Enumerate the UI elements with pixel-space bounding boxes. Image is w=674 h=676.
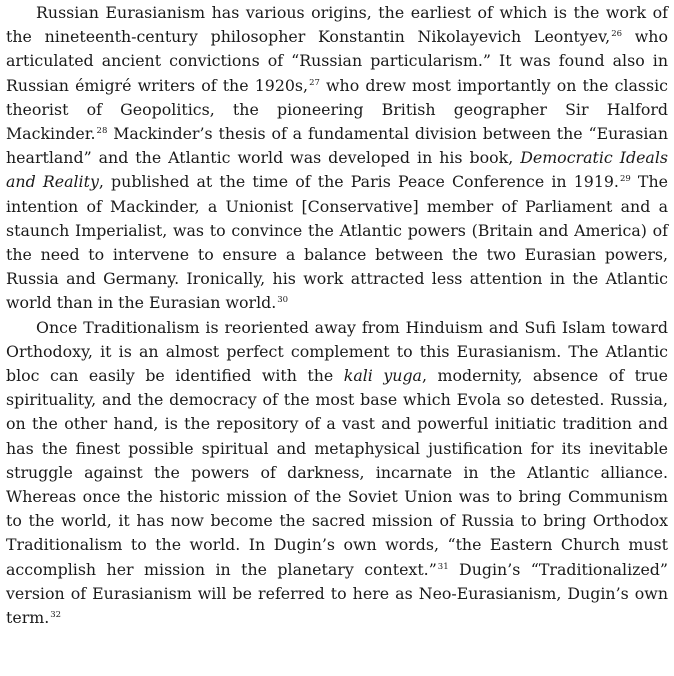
- text-run: who articulated ancient convictions of “Russian particularism.” It was found also in Russian émigré writers of the 1920s,: [6, 27, 668, 95]
- footnote-ref[interactable]: 29: [619, 174, 631, 185]
- footnote-ref[interactable]: 27: [309, 77, 320, 88]
- text-run: who drew most importantly on the classic theorist of Geopolitics, the pioneering British geographer Sir Halford Mackinder.: [6, 75, 668, 144]
- footnote-ref[interactable]: 26: [611, 29, 623, 40]
- footnote-ref[interactable]: 28: [96, 126, 108, 137]
- text-run: Once Traditionalism is reoriented away from Hinduism and Sufi Islam toward Orthodoxy, it is an almost perfect complement to this Eurasianism. The Atlantic bloc can easily be identified with the: [6, 317, 668, 386]
- book-title: Democratic Ideals and Reality: [6, 148, 668, 192]
- text-run: The intention of Mackinder, a Unionist [Conservative] member of Parliament and a staunch Imperialist, was to convince the Atlantic powers (Britain and America) of the need to intervene to ensure a balance between the two Eurasian powers, Russia and Germany. Ironically, his work attracted less attention in the Atlantic world than in the Eurasian world.: [6, 172, 668, 313]
- document-page: [6, 1, 668, 630]
- text-run: , published at the time of the Paris Peace Conference in 1919.: [98, 172, 619, 192]
- footnote-ref[interactable]: 32: [50, 610, 62, 621]
- text-run: , modernity, absence of true spirituality, and the democracy of the most base which Evola so detested. Russia, on the other hand, is the repository of a vast and powerful initiatic tradition and has the finest possible spiritual and metaphysical justification for its inevitable struggle against the powers of darkness, incarnate in the Atlantic alliance. Whereas once the historic mission of the Soviet Union was to bring Communism to the world, it has now become the sacred mission of Russia to bring Orthodox Traditionalism to the world. In Dugin’s own words, “the Eastern Church must accomplish her mission in the planetary context.”: [6, 366, 668, 579]
- text-run: Mackinder’s thesis of a fundamental division between the “Eurasian heartland” and the Atlantic world was developed in his book,: [6, 124, 668, 168]
- footnote-ref[interactable]: 30: [277, 295, 289, 306]
- paragraph: [6, 316, 668, 631]
- italic-term: kali yuga: [343, 366, 422, 386]
- paragraph: [6, 1, 668, 316]
- footnote-ref[interactable]: 31: [437, 561, 449, 572]
- text-run: Dugin’s “Traditionalized” version of Eurasianism will be referred to here as Neo-Eurasianism, Dugin’s own term.: [6, 559, 668, 628]
- text-run: Russian Eurasianism has various origins, the earliest of which is the work of the nineteenth-century philosopher Konstantin Nikolayevich Leontyev,: [6, 3, 668, 47]
